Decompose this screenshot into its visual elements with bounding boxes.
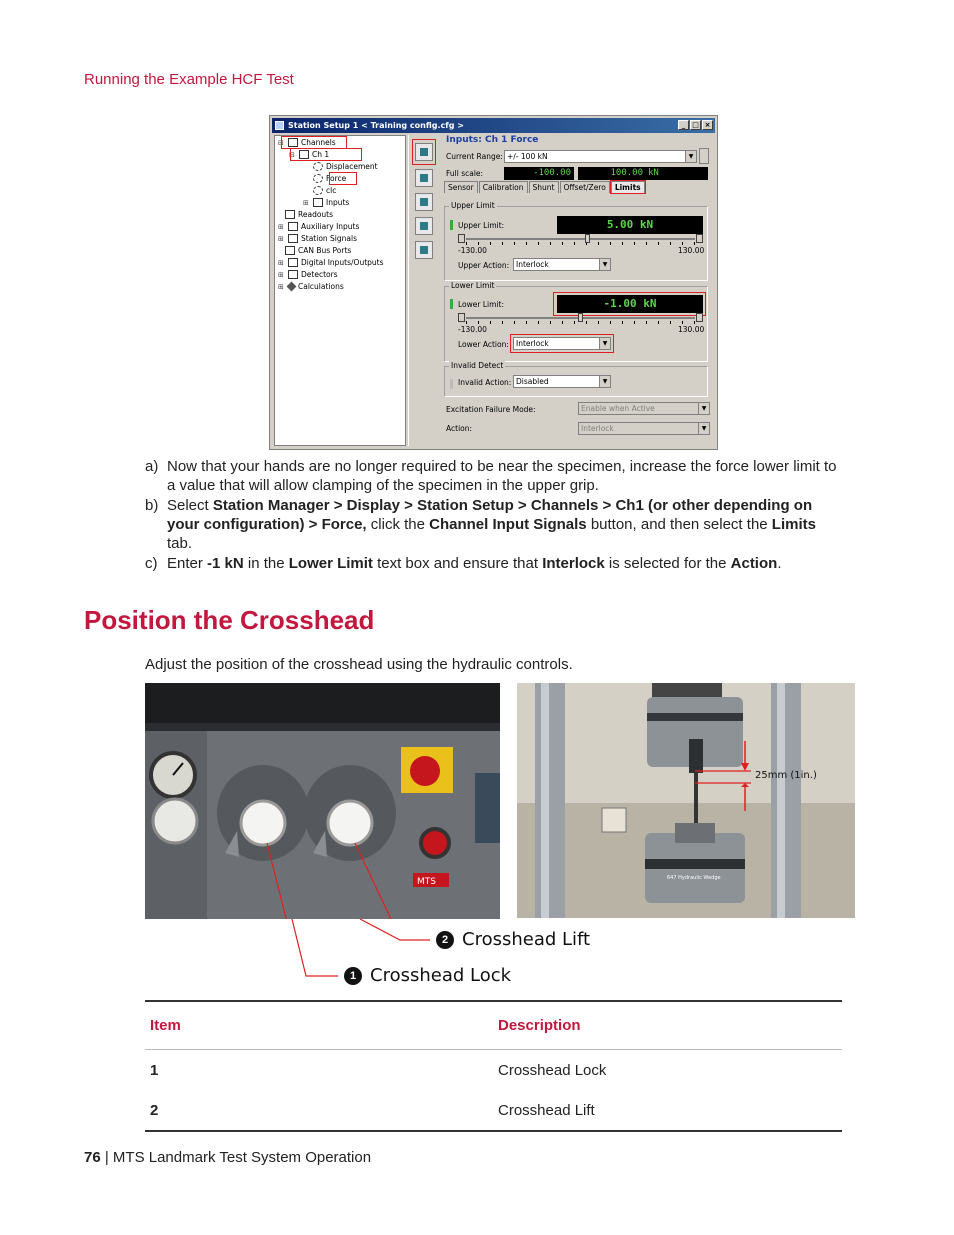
lower-limit-group: Lower Limit <box>444 286 708 362</box>
full-scale-unit: kN <box>646 167 708 180</box>
step-text <box>167 496 845 553</box>
table-row <box>145 1091 842 1131</box>
step-text-bold: Lower Limit <box>288 555 373 572</box>
table-row <box>145 1049 842 1091</box>
tree-item-ch1[interactable]: ⊟ Ch 1 <box>289 150 330 159</box>
callout-crosshead-lift <box>436 929 590 950</box>
range-spinner[interactable] <box>699 148 709 164</box>
page-number: 76 <box>84 1149 101 1166</box>
hydraulic-controls-photo <box>145 683 500 919</box>
procedure-step <box>145 554 845 573</box>
signal-icon <box>313 186 323 195</box>
tool-strip <box>408 135 436 446</box>
column-header-item: Item <box>145 1001 493 1049</box>
step-text-run: in the <box>243 555 289 572</box>
callout-number: 1 <box>344 967 362 985</box>
tree-item-clc[interactable]: clc <box>313 186 336 195</box>
tree-item-detectors[interactable]: ⊞ Detectors <box>278 270 338 279</box>
tab-offset-zero[interactable]: Offset/Zero <box>560 181 610 193</box>
crosshead-gap-photo <box>517 683 855 918</box>
row-item: 2 <box>145 1091 493 1131</box>
invalid-action-select[interactable]: Disabled ▼ <box>513 375 611 388</box>
lower-limit-slider[interactable] <box>458 313 703 323</box>
channel-output-button[interactable] <box>415 169 433 187</box>
callout-number: 2 <box>436 931 454 949</box>
chevron-down-icon: ▼ <box>685 151 696 162</box>
app-icon <box>275 121 284 130</box>
lower-slider-min: -130.00 <box>458 325 487 334</box>
limits-tabs <box>444 181 646 193</box>
calc-icon-button[interactable] <box>415 241 433 259</box>
crosshead-gap-illustration <box>517 683 855 918</box>
upper-action-label: Upper Action: <box>458 261 510 270</box>
chevron-down-icon: ▼ <box>698 423 709 434</box>
limit-icon-button[interactable] <box>415 217 433 235</box>
table-header-row <box>145 1001 842 1049</box>
tab-limits[interactable]: Limits <box>611 181 645 193</box>
invalid-action-label: Invalid Action: <box>458 378 512 387</box>
callout-crosshead-lock <box>344 965 511 986</box>
step-text-run: is selected for the <box>604 555 731 572</box>
frame-label: 647 Hydraulic Wedge <box>667 875 721 881</box>
item-description-table <box>145 1000 842 1132</box>
minimize-button[interactable]: _ <box>678 120 689 130</box>
section-title: Position the Crosshead <box>84 605 375 635</box>
callout-label: Crosshead Lift <box>462 929 591 950</box>
step-text-run: Now that your hands are no longer required to be near the specimen, increase the force lower limit to a value that will allow clamping of the specimen in the upper grip. <box>167 458 837 494</box>
full-scale-min-display: -100.00 <box>504 167 574 180</box>
lower-limit-indicator <box>450 299 453 309</box>
tree-item-channels[interactable]: ⊟ Channels <box>278 138 336 147</box>
upper-slider-max: 130.00 <box>678 246 705 255</box>
upper-slider-min: -130.00 <box>458 246 487 255</box>
invalid-indicator <box>450 379 453 389</box>
current-range-select[interactable]: +/- 100 kN ▼ <box>504 150 697 163</box>
step-text-bold: Limits <box>771 516 816 533</box>
section-intro: Adjust the position of the crosshead using the hydraulic controls. <box>145 656 573 673</box>
tree-item-station-signals[interactable]: ⊞ Station Signals <box>278 234 357 243</box>
channel-tree <box>274 135 406 446</box>
highlight-force <box>329 172 357 185</box>
station-setup-window <box>269 115 718 450</box>
action-label: Action: <box>446 424 473 433</box>
callout-label: Crosshead Lock <box>370 965 512 986</box>
tree-item-readouts[interactable]: Readouts <box>285 210 333 219</box>
readouts-icon <box>285 210 295 219</box>
chevron-down-icon: ▼ <box>599 259 610 270</box>
column-header-description: Description <box>493 1001 842 1049</box>
highlight-ch1 <box>290 148 362 161</box>
footer-separator: | <box>100 1149 113 1166</box>
lower-slider-max: 130.00 <box>678 325 705 334</box>
upper-action-select[interactable]: Interlock ▼ <box>513 258 611 271</box>
window-title: Station Setup 1 < Training config.cfg > <box>288 121 464 130</box>
step-text-run: tab. <box>167 535 193 552</box>
invalid-detect-group: Invalid Detect <box>444 366 708 397</box>
row-item: 1 <box>150 1061 159 1079</box>
panel-title: Inputs: Ch 1 Force <box>446 135 539 145</box>
running-header[interactable]: Running the Example HCF Test <box>84 71 294 88</box>
tree-item-displacement[interactable]: Displacement <box>313 162 378 171</box>
full-scale-label: Full scale: <box>446 169 484 178</box>
tab-shunt[interactable]: Shunt <box>529 181 559 193</box>
window-titlebar[interactable] <box>272 118 715 133</box>
step-text <box>167 457 845 495</box>
fork-icon-button[interactable] <box>415 193 433 211</box>
aux-icon <box>288 222 298 231</box>
upper-limit-input[interactable]: 5.00 kN <box>557 216 703 234</box>
step-text-run: Enter <box>167 555 208 572</box>
step-text-bold: Action <box>730 555 778 572</box>
panel-logo: MTS <box>417 877 436 887</box>
excitation-select[interactable]: Enable when Active ▼ <box>578 402 710 415</box>
upper-slider-thumb[interactable] <box>585 234 590 243</box>
lower-limit-input[interactable]: -1.00 kN <box>557 295 703 313</box>
step-text-run: text box and ensure that <box>372 555 543 572</box>
tree-item-can-bus-ports[interactable]: CAN Bus Ports <box>285 246 351 255</box>
step-letter: b) <box>145 497 159 514</box>
maximize-button[interactable]: □ <box>690 120 701 130</box>
tree-item-calculations[interactable]: ⊞ Calculations <box>278 282 344 291</box>
action-select[interactable]: Interlock ▼ <box>578 422 710 435</box>
lower-action-select[interactable]: Interlock ▼ <box>513 337 611 350</box>
bus-icon <box>285 246 295 255</box>
tree-item-force[interactable]: Force <box>313 174 346 183</box>
highlight-input-signals <box>412 139 436 165</box>
tab-calibration[interactable]: Calibration <box>479 181 528 193</box>
step-text-bold: Interlock <box>542 555 605 572</box>
step-letter: a) <box>145 458 159 475</box>
tab-sensor[interactable]: Sensor <box>444 181 478 193</box>
tree-item-auxiliary-inputs[interactable]: ⊞ Auxiliary Inputs <box>278 222 360 231</box>
step-text-run: button, and then select the <box>586 516 772 533</box>
detectors-icon <box>288 270 298 279</box>
row-description: Crosshead Lock <box>498 1061 607 1079</box>
step-text-run: Select <box>167 497 213 514</box>
close-button[interactable]: × <box>702 120 713 130</box>
full-scale-max-display: 100.00 <box>578 167 646 180</box>
chevron-down-icon: ▼ <box>698 403 709 414</box>
excitation-label: Excitation Failure Mode: <box>446 405 536 414</box>
hydraulic-controls-illustration <box>145 683 500 919</box>
current-range-label: Current Range: <box>446 152 503 161</box>
chevron-down-icon: ▼ <box>599 376 610 387</box>
digital-io-icon <box>288 258 298 267</box>
tree-item-inputs[interactable]: ⊞ Inputs <box>303 198 350 207</box>
step-text-bold: Channel Input Signals <box>429 516 587 533</box>
inputs-icon <box>313 198 323 207</box>
inputs-panel <box>440 135 712 446</box>
step-text-run: . <box>777 555 782 572</box>
page-footer <box>84 1149 371 1166</box>
step-text <box>167 554 845 573</box>
upper-limit-label: Upper Limit: <box>458 221 505 230</box>
procedure-step <box>145 496 845 553</box>
chevron-down-icon: ▼ <box>599 338 610 349</box>
procedure-step <box>145 457 845 495</box>
step-text-bold: -1 kN <box>207 555 244 572</box>
upper-limit-group: Upper Limit <box>444 206 708 281</box>
upper-limit-slider[interactable] <box>458 234 703 244</box>
footer-title: MTS Landmark Test System Operation <box>112 1149 372 1166</box>
tree-item-digital-io[interactable]: ⊞ Digital Inputs/Outputs <box>278 258 384 267</box>
lower-slider-thumb[interactable] <box>578 313 583 322</box>
diamond-icon <box>287 282 297 292</box>
gap-label: 25mm (1in.) <box>755 770 817 781</box>
step-text-bold: Station Manager > Display > Station Setup > Channels > Ch1 (or other depending on your configuration) > Force, <box>167 497 813 533</box>
lower-action-label: Lower Action: <box>458 340 509 349</box>
procedure-steps <box>145 457 845 574</box>
signals-icon <box>288 234 298 243</box>
highlight-lower-action <box>510 334 614 353</box>
lower-limit-label: Lower Limit: <box>458 300 504 309</box>
step-letter: c) <box>145 555 158 572</box>
row-description: Crosshead Lift <box>493 1091 842 1131</box>
signal-icon <box>313 174 323 183</box>
step-text-run: click the <box>366 516 430 533</box>
signal-icon <box>313 162 323 171</box>
upper-limit-indicator <box>450 220 453 230</box>
